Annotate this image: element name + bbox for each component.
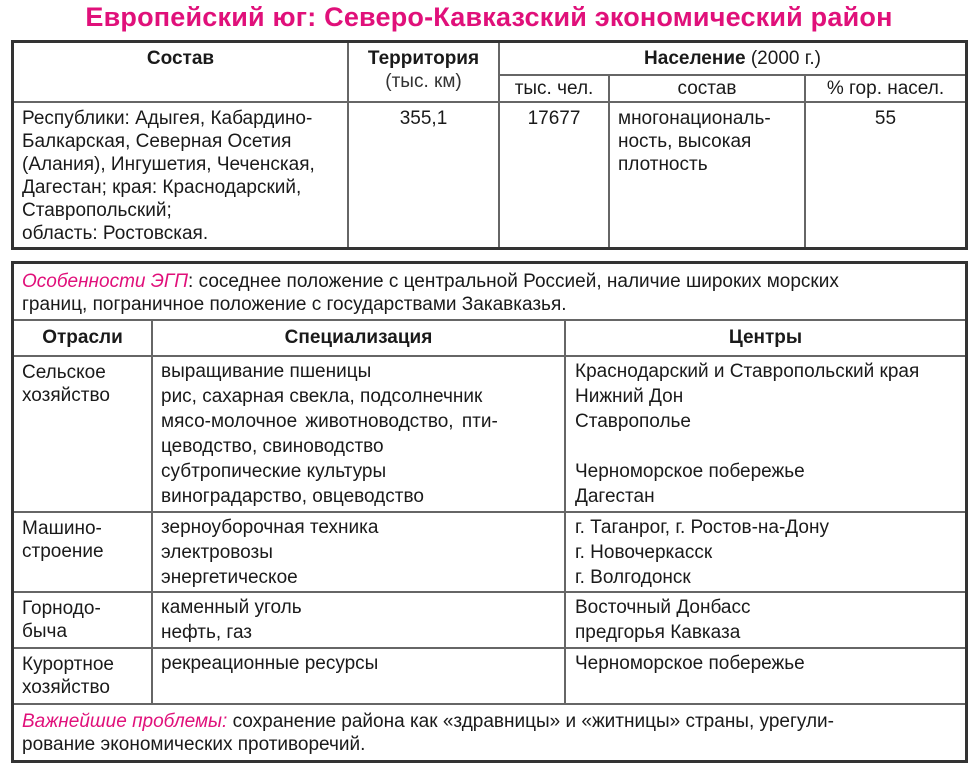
list-item: цеводство, свиноводство — [161, 436, 384, 457]
list-item: рекреационные ресурсы — [161, 653, 379, 674]
subheader-composition: состав — [677, 78, 737, 99]
header-specialization: Специализация — [284, 327, 433, 348]
header-territory-title: Территория — [367, 48, 480, 69]
list-item: субтропические культуры — [161, 461, 387, 482]
list-item: Черноморское побережье — [575, 461, 805, 482]
header-population — [500, 47, 965, 70]
centers-mining — [575, 595, 965, 645]
list-item: Ставрополье — [575, 411, 691, 432]
problems-line2: рование экономических противоречий. — [22, 734, 366, 755]
list-item: Нижний Дон — [575, 386, 684, 407]
centers-machinery — [575, 515, 965, 590]
divider — [14, 355, 965, 357]
divider — [14, 319, 965, 321]
subheader-urban: % гор. насел. — [826, 78, 945, 99]
list-item: предгорья Кавказа — [575, 622, 741, 643]
header-territory — [349, 47, 498, 93]
list-item: энергетическое — [161, 567, 298, 588]
egp-text — [22, 270, 962, 316]
territory-value: 355,1 — [399, 108, 448, 129]
header-branches: Отрасли — [42, 327, 123, 348]
centers-agriculture — [575, 359, 965, 509]
sostav-text: Республики: Адыгея, Кабардино- Балкарская, Северная Осетия (Алания), Ингушетия, Чеченская, Дагестан; края: Краснодарский, Ставропольский; область: Ростовская. — [22, 108, 315, 244]
branches-table — [11, 261, 968, 763]
list-item: зерноуборочная техника — [161, 517, 379, 538]
spec-agriculture — [161, 359, 561, 509]
list-item: г. Волгодонск — [575, 567, 691, 588]
divider — [14, 647, 965, 649]
urban-value: 55 — [874, 108, 897, 129]
header-sostav: Состав — [146, 48, 215, 69]
problems-line1: сохранение района как «здравницы» и «житницы» страны, урегули- — [227, 711, 834, 732]
list-item: нефть, газ — [161, 622, 253, 643]
egp-label: Особенности ЭГП — [22, 271, 189, 292]
divider — [14, 101, 965, 103]
list-item: Восточный Донбасс — [575, 597, 751, 618]
problems-text — [22, 710, 962, 756]
list-item: рис, сахарная свекла, подсолнечник — [161, 386, 483, 407]
branch-resorts: Курортное хозяйство — [22, 654, 114, 698]
branch-agriculture: Сельское хозяйство — [22, 362, 110, 406]
header-centers: Центры — [728, 327, 803, 348]
list-item: каменный уголь — [161, 597, 302, 618]
divider — [564, 319, 566, 705]
header-territory-unit: (тыс. км) — [385, 71, 462, 92]
list-item: Краснодарский и Ставропольский края — [575, 361, 920, 382]
divider — [151, 319, 153, 705]
list-item: мясо-молочное животноводство, пти- — [161, 411, 498, 432]
spec-mining — [161, 595, 561, 645]
subheader-thousand: тыс. чел. — [514, 78, 594, 99]
list-item: Черноморское побережье — [575, 653, 805, 674]
branch-mining: Горнодо- быча — [22, 598, 101, 642]
composition-table — [11, 40, 968, 250]
composition-text: многонациональ- ность, высокая плотность — [618, 108, 771, 175]
list-item — [575, 434, 965, 459]
problems-label: Важнейшие проблемы: — [22, 711, 228, 732]
list-item: г. Новочеркасск — [575, 542, 713, 563]
divider — [14, 511, 965, 513]
egp-line1: : соседнее положение с центральной Россией, наличие широких морских — [188, 271, 839, 292]
egp-line2: границ, пограничное положение с государствами Закавказья. — [22, 294, 567, 315]
spec-resorts — [161, 651, 561, 676]
list-item: виноградарство, овцеводство — [161, 486, 424, 507]
population-value: 17677 — [527, 108, 581, 129]
page-title: Европейский юг: Северо-Кавказский экономический район — [85, 2, 893, 32]
spec-machinery — [161, 515, 561, 590]
header-population-title: Население — [644, 48, 746, 69]
divider — [14, 703, 965, 705]
header-population-year: (2000 г.) — [750, 48, 821, 69]
list-item: выращивание пшеницы — [161, 361, 372, 382]
centers-resorts — [575, 651, 965, 676]
list-item: электровозы — [161, 542, 273, 563]
list-item: г. Таганрог, г. Ростов-на-Дону — [575, 517, 829, 538]
branch-machinery: Машино- строение — [22, 518, 104, 562]
list-item: Дагестан — [575, 486, 655, 507]
divider — [498, 74, 965, 76]
divider — [14, 591, 965, 593]
